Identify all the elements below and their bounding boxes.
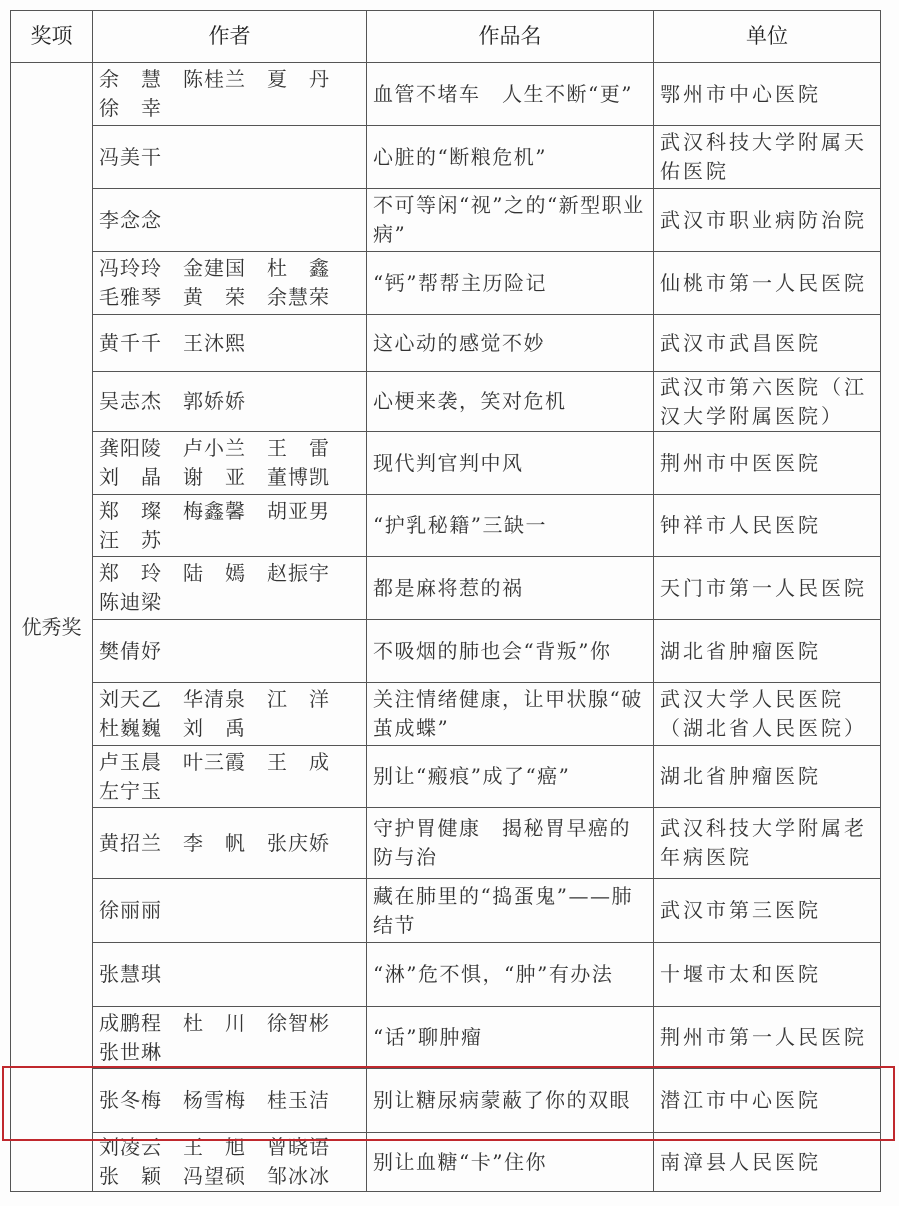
table-header-row <box>11 11 881 63</box>
unit-cell: 天门市第一人民医院 <box>654 557 881 620</box>
work-title-cell: 别让“瘢痕”成了“癌” <box>367 746 654 808</box>
table-row <box>11 943 881 1007</box>
work-title-cell: 别让糖尿病蒙蔽了你的双眼 <box>367 1069 654 1133</box>
award-table <box>10 10 881 1192</box>
author-line: 刘凌云 王 旭 曾晓语 <box>99 1135 330 1159</box>
author-line: 杜巍巍 刘 禹 <box>99 716 246 740</box>
table-row <box>11 879 881 943</box>
unit-cell: 武汉科技大学附属老年病医院 <box>654 808 881 879</box>
work-title-cell: 现代判官判中风 <box>367 432 654 495</box>
table-row <box>11 189 881 252</box>
table-row <box>11 620 881 683</box>
authors-cell <box>93 943 367 1007</box>
authors-cell <box>93 315 367 372</box>
authors-cell <box>93 808 367 879</box>
unit-cell: 钟祥市人民医院 <box>654 495 881 557</box>
author-line: 张冬梅 杨雪梅 桂玉洁 <box>99 1088 330 1112</box>
work-title-cell: 藏在肺里的“捣蛋鬼”——肺结节 <box>367 879 654 943</box>
author-line: 陈迪梁 <box>99 590 162 614</box>
work-title-cell: 这心动的感觉不妙 <box>367 315 654 372</box>
author-line: 刘天乙 华清泉 江 洋 <box>99 687 330 711</box>
table-row <box>11 557 881 620</box>
author-line: 郑 璨 梅鑫馨 胡亚男 <box>99 498 330 523</box>
table-row <box>11 315 881 372</box>
authors-cell <box>93 189 367 252</box>
author-line: 成鹏程 杜 川 徐智彬 <box>99 1010 330 1035</box>
table-row <box>11 126 881 189</box>
header-award: 奖项 <box>11 11 93 63</box>
work-title-cell: 心脏的“断粮危机” <box>367 126 654 189</box>
work-title-cell: 心梗来袭，笑对危机 <box>367 372 654 432</box>
work-title-cell: 不可等闲“视”之的“新型职业病” <box>367 189 654 252</box>
authors-cell <box>93 126 367 189</box>
work-title-cell: 守护胃健康 揭秘胃早癌的防与治 <box>367 808 654 879</box>
work-title-cell: 不吸烟的肺也会“背叛”你 <box>367 620 654 683</box>
author-line: 冯玲玲 金建国 杜 鑫 <box>99 256 330 280</box>
authors-cell <box>93 746 367 808</box>
unit-cell: 湖北省肿瘤医院 <box>654 620 881 683</box>
table-row <box>11 1007 881 1069</box>
unit-cell: 武汉市武昌医院 <box>654 315 881 372</box>
author-line: 张世琳 <box>99 1039 162 1064</box>
table-row <box>11 495 881 557</box>
table-body <box>11 63 881 1192</box>
author-line: 徐 幸 <box>99 96 162 120</box>
table-row <box>11 63 881 126</box>
table-row <box>11 432 881 495</box>
work-title-cell: 血管不堵车 人生不断“更” <box>367 63 654 126</box>
unit-cell: 荆州市中医医院 <box>654 432 881 495</box>
author-line: 张慧琪 <box>99 962 162 986</box>
unit-cell: 湖北省肿瘤医院 <box>654 746 881 808</box>
authors-cell <box>93 620 367 683</box>
unit-cell: 武汉大学人民医院（湖北省人民医院） <box>654 683 881 746</box>
author-line: 黄千千 王沐熙 <box>99 330 246 355</box>
author-line: 樊倩妤 <box>99 638 162 663</box>
author-line: 刘 晶 谢 亚 董博凯 <box>99 465 330 489</box>
authors-cell <box>93 252 367 315</box>
table-row <box>11 746 881 808</box>
work-title-cell: “话”聊肿瘤 <box>367 1007 654 1069</box>
award-category-cell: 优秀奖 <box>11 63 93 1192</box>
authors-cell <box>93 557 367 620</box>
unit-cell: 鄂州市中心医院 <box>654 63 881 126</box>
unit-cell: 武汉市职业病防治院 <box>654 189 881 252</box>
author-line: 李念念 <box>99 207 162 232</box>
author-line: 龚阳陵 卢小兰 王 雷 <box>99 436 330 460</box>
author-line: 郑 玲 陆 嫣 赵振宇 <box>99 561 330 585</box>
header-unit: 单位 <box>654 11 881 63</box>
unit-cell: 武汉市第六医院（江汉大学附属医院） <box>654 372 881 432</box>
authors-cell <box>93 1007 367 1069</box>
authors-cell <box>93 432 367 495</box>
table-row <box>11 1133 881 1192</box>
unit-cell: 十堰市太和医院 <box>654 943 881 1007</box>
table-row <box>11 808 881 879</box>
author-line: 黄招兰 李 帆 张庆娇 <box>99 830 330 855</box>
author-line: 徐丽丽 <box>99 898 162 922</box>
authors-cell <box>93 683 367 746</box>
work-title-cell: 都是麻将惹的祸 <box>367 557 654 620</box>
header-title: 作品名 <box>367 11 654 63</box>
unit-cell: 潜江市中心医院 <box>654 1069 881 1133</box>
unit-cell: 武汉科技大学附属天佑医院 <box>654 126 881 189</box>
author-line: 吴志杰 郭娇娇 <box>99 389 246 413</box>
author-line: 张 颖 冯望硕 邹冰冰 <box>99 1164 330 1188</box>
author-line: 汪 苏 <box>99 527 162 552</box>
table-row <box>11 372 881 432</box>
authors-cell <box>93 1133 367 1192</box>
table-row <box>11 683 881 746</box>
work-title-cell: “护乳秘籍”三缺一 <box>367 495 654 557</box>
author-line: 卢玉晨 叶三霞 王 成 <box>99 749 330 774</box>
author-line: 毛雅琴 黄 荣 余慧荣 <box>99 285 330 309</box>
authors-cell <box>93 879 367 943</box>
authors-cell <box>93 63 367 126</box>
author-line: 冯美干 <box>99 144 162 169</box>
authors-cell <box>93 1069 367 1133</box>
unit-cell: 南漳县人民医院 <box>654 1133 881 1192</box>
unit-cell: 武汉市第三医院 <box>654 879 881 943</box>
work-title-cell: 别让血糖“卡”住你 <box>367 1133 654 1192</box>
work-title-cell: “淋”危不惧，“肿”有办法 <box>367 943 654 1007</box>
work-title-cell: “钙”帮帮主历险记 <box>367 252 654 315</box>
authors-cell <box>93 372 367 432</box>
unit-cell: 荆州市第一人民医院 <box>654 1007 881 1069</box>
unit-cell: 仙桃市第一人民医院 <box>654 252 881 315</box>
header-authors: 作者 <box>93 11 367 63</box>
work-title-cell: 关注情绪健康，让甲状腺“破茧成蝶” <box>367 683 654 746</box>
authors-cell <box>93 495 367 557</box>
author-line: 余 慧 陈桂兰 夏 丹 <box>99 67 330 91</box>
table-row <box>11 252 881 315</box>
author-line: 左宁玉 <box>99 778 162 803</box>
table-row-highlighted <box>11 1069 881 1133</box>
